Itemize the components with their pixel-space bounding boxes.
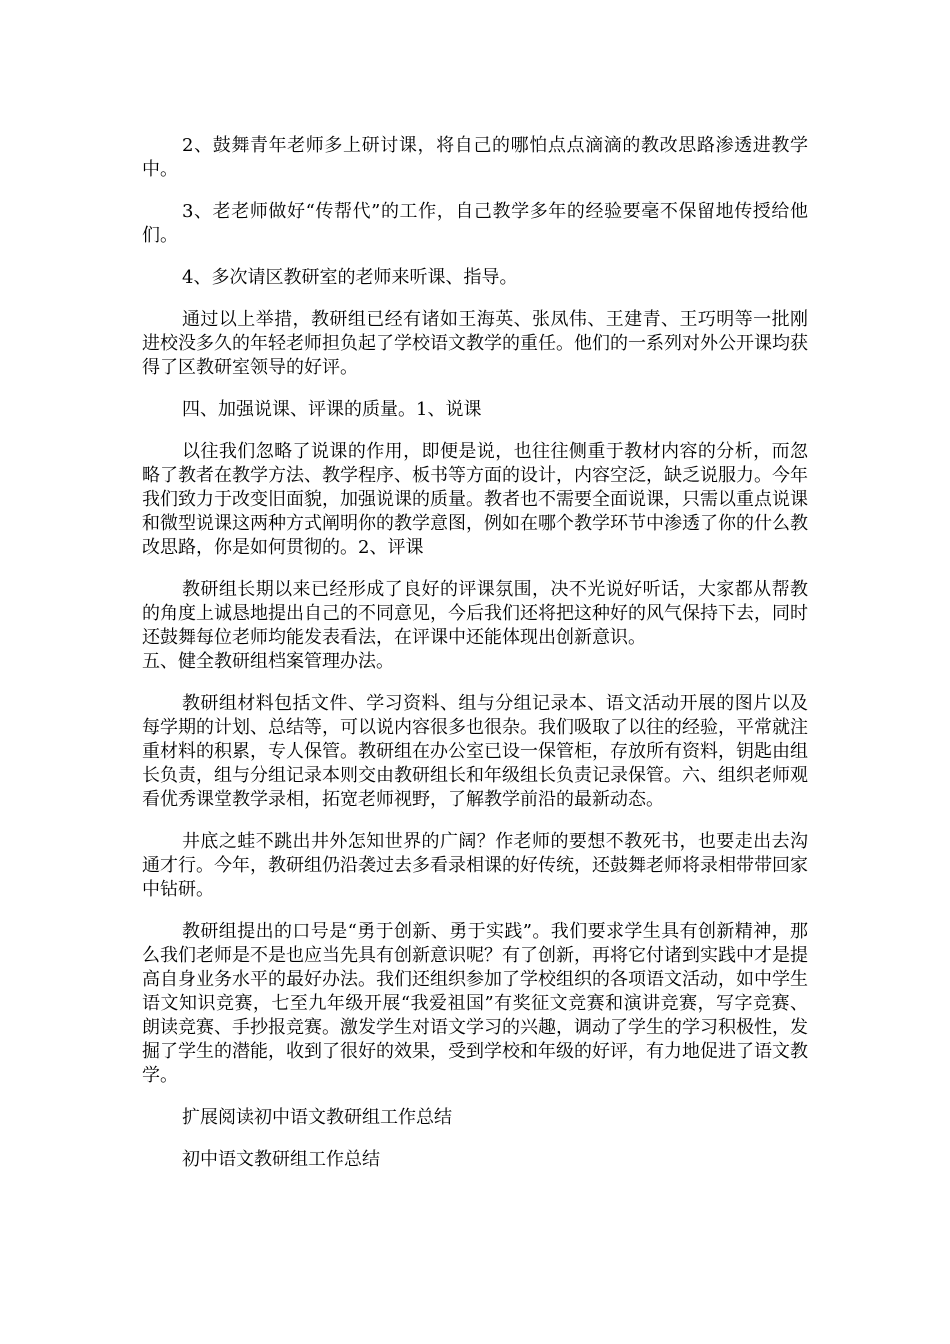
section-heading-lesson-quality: 四、加强说课、评课的质量。1、说课 [182,399,482,420]
paragraph-invite-district-office: 4、多次请区教研室的老师来听课、指导。 [182,267,518,288]
paragraph-extended-reading-title: 扩展阅读初中语文教研组工作总结 [182,1107,452,1128]
paragraph-encourage-young-teachers: 2、鼓舞青年老师多上研讨课，将自己的哪怕点点滴滴的教改思路渗透进教学中。 [142,135,808,180]
section-heading-archive-management: 五、健全教研组档案管理办法。 [142,651,394,672]
paragraph-innovation-slogan: 教研组提出的口号是“勇于创新、勇于实践”。我们要求学生具有创新精神，那么我们老师是不是也应当先具有创新意识呢？有了创新，再将它付诸到实践中才是提高自身业务水平的最好办法。我们还组织参加了学校组织的各项语文活动，如中学生语文知识竞赛，七至九年级开展“我爱祖国”有奖征文竞赛和演讲竞赛，写字竞赛、朗读竞赛、手抄报竞赛。激发学生对语文学习的兴趣，调动了学生的学习积极性，发掘了学生的潜能，收到了很好的效果，受到学校和年级的好评，有力地促进了语文教学。 [142,921,808,1086]
paragraph-summary-title: 初中语文教研组工作总结 [182,1149,380,1170]
paragraph-go-out-and-learn: 井底之蛙不跳出井外怎知世界的广阔？作老师的要想不教死书，也要走出去沟通才行。今年，教研组仍沿袭过去多看录相课的好传统，还鼓舞老师将录相带带回家中钻研。 [142,831,808,900]
document-body [142,134,808,1190]
paragraph-lesson-explanation: 以往我们忽略了说课的作用，即便是说，也往往侧重于教材内容的分析，而忽略了教者在教学方法、教学程序、板书等方面的设计，内容空泛，缺乏说服力。今年我们致力于改变旧面貌，加强说课的质量。教者也不需要全面说课，只需以重点说课和微型说课这两种方式阐明你的教学意图，例如在哪个教学环节中渗透了你的什么教改思路，你是如何贯彻的。2、评课 [142,441,808,558]
paragraph-senior-teachers-mentoring: 3、老老师做好“传帮代”的工作，自己教学多年的经验要毫不保留地传授给他们。 [142,201,808,246]
paragraph-archive-materials: 教研组材料包括文件、学习资料、组与分组记录本、语文活动开展的图片以及每学期的计划、总结等，可以说内容很多也很杂。我们吸取了以往的经验，平常就注重材料的积累，专人保管。教研组在办公室已设一保管柜，存放所有资料，钥匙由组长负责，组与分组记录本则交由教研组长和年级组长负责记录保管。六、组织老师观看优秀课堂教学录相，拓宽老师视野，了解教学前沿的最新动态。 [142,693,808,810]
paragraph-results-of-measures: 通过以上举措，教研组已经有诸如王海英、张凤伟、王建青、王巧明等一批刚进校没多久的年轻老师担负起了学校语文教学的重任。他们的一系列对外公开课均获得了区教研室领导的好评。 [142,309,808,378]
paragraph-lesson-evaluation: 教研组长期以来已经形成了良好的评课氛围，决不光说好听话，大家都从帮教的角度上诚恳地提出自己的不同意见，今后我们还将把这种好的风气保持下去，同时还鼓舞每位老师均能发表看法，在评课中还能体现出创新意识。 [142,579,808,648]
